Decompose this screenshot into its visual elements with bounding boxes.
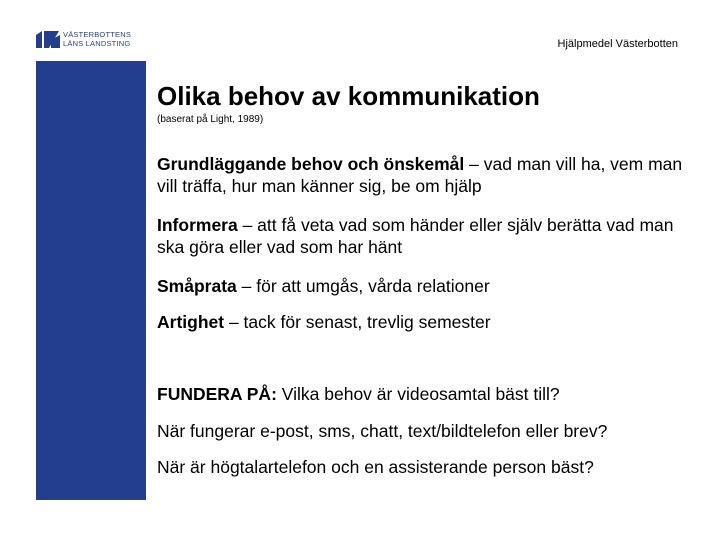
paragraph-politeness: [157, 311, 697, 333]
paragraph-reflect: [157, 383, 697, 405]
paragraph-text: När är högtalartelefon och en assisterande person bäst?: [157, 457, 594, 477]
paragraph-heading: Artighet: [157, 312, 225, 332]
county-council-logo: [36, 31, 136, 49]
paragraph-text: När fungerar e-post, sms, chatt, text/bildtelefon eller brev?: [157, 421, 608, 441]
slide-subtitle: (baserat på Light, 1989): [157, 114, 264, 125]
paragraph-text: Vilka behov är videosamtal bäst till?: [276, 384, 560, 404]
paragraph-text: – för att umgås, vårda relationer: [236, 276, 490, 296]
logo-wordmark: [63, 31, 131, 48]
logo-mark-icon: [36, 31, 60, 48]
paragraph-basic-needs: [157, 153, 697, 197]
header-organization-label: Hjälpmedel Västerbotten: [557, 38, 678, 50]
paragraph-text: – vad man vill ha, vem man vill träffa, hur man känner sig, be om hjälp: [157, 154, 683, 196]
paragraph-question-speakerphone: [157, 456, 697, 478]
paragraph-inform: [157, 214, 697, 258]
slide-content: [157, 78, 697, 477]
slide-title: Olika behov av kommunikation: [157, 81, 540, 111]
paragraph-question-email: [157, 420, 697, 442]
paragraph-text: – tack för senast, trevlig semester: [224, 312, 491, 332]
paragraph-heading: Informera: [157, 215, 238, 235]
logo-line-2: LÄNS LANDSTING: [63, 38, 131, 48]
logo-line-1: VÄSTERBOTTENS: [63, 30, 132, 39]
paragraph-heading: FUNDERA PÅ:: [157, 384, 277, 404]
paragraph-text: – att få veta vad som händer eller själv berätta vad man ska göra eller vad som har hänt: [157, 215, 674, 257]
paragraph-heading: Grundläggande behov och önskemål: [157, 154, 465, 174]
sidebar-color-band: [36, 61, 146, 500]
paragraph-heading: Småprata: [157, 276, 237, 296]
paragraph-small-talk: [157, 275, 697, 297]
